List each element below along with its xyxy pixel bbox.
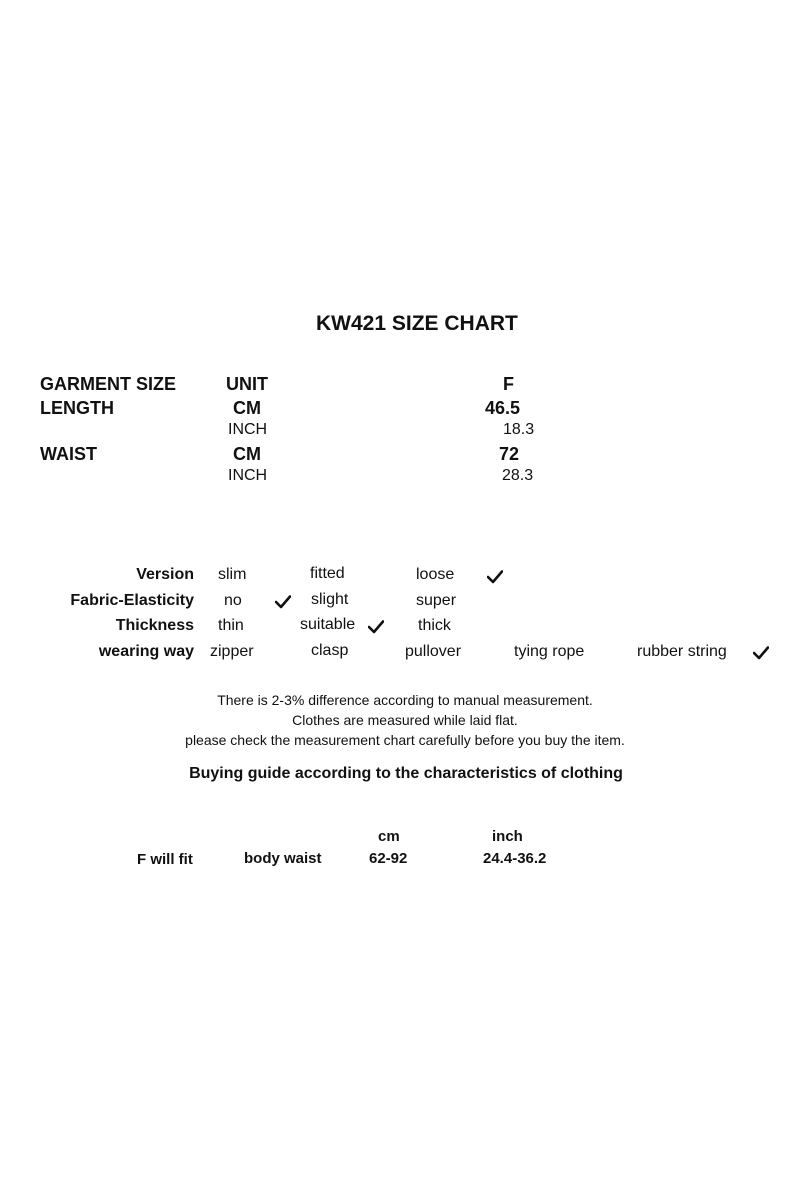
waist-cm-unit: CM	[233, 444, 261, 464]
wearing-option-rubber-string: rubber string	[637, 643, 727, 660]
note-line: please check the measurement chart carefully before you buy the item.	[185, 732, 625, 748]
buying-guide-title: Buying guide according to the characteristics of clothing	[189, 765, 623, 782]
version-label: Version	[136, 566, 194, 583]
fit-size-label: F will fit	[137, 851, 193, 868]
fit-measure-label: body waist	[244, 850, 322, 867]
page-title: KW421 SIZE CHART	[316, 312, 518, 335]
elasticity-option-slight: slight	[311, 591, 349, 608]
wearing-option-tying-rope: tying rope	[514, 643, 585, 660]
checkmark-icon	[753, 646, 769, 660]
length-inch-unit: INCH	[228, 421, 268, 438]
size-f-header: F	[503, 374, 514, 394]
waist-label: WAIST	[40, 444, 97, 464]
fit-inch-value: 24.4-36.2	[483, 850, 547, 867]
elasticity-option-no: no	[224, 592, 242, 609]
length-label: LENGTH	[40, 398, 114, 418]
thickness-label: Thickness	[115, 617, 194, 634]
fit-cm-value: 62-92	[369, 850, 408, 867]
checkmark-icon	[368, 620, 384, 634]
garment-size-header: GARMENT SIZE	[40, 374, 177, 394]
thickness-option-thin: thin	[218, 617, 244, 634]
thickness-option-suitable: suitable	[300, 616, 356, 633]
unit-header: UNIT	[226, 374, 268, 394]
version-option-slim: slim	[218, 566, 247, 583]
note-line: Clothes are measured while laid flat.	[292, 712, 518, 728]
waist-cm-value: 72	[499, 444, 520, 464]
wearing-option-zipper: zipper	[210, 643, 254, 660]
fit-col-inch-header: inch	[492, 828, 523, 845]
wearing-option-pullover: pullover	[405, 643, 462, 660]
wearing-option-clasp: clasp	[311, 642, 349, 659]
checkmark-icon	[487, 570, 503, 584]
elasticity-option-super: super	[416, 592, 457, 609]
waist-inch-value: 28.3	[502, 467, 534, 484]
checkmark-icon	[275, 595, 291, 609]
wearing-way-label: wearing way	[98, 643, 194, 660]
length-cm-value: 46.5	[485, 398, 521, 418]
version-option-fitted: fitted	[310, 565, 345, 582]
length-cm-unit: CM	[233, 398, 261, 418]
thickness-option-thick: thick	[418, 617, 451, 634]
length-inch-value: 18.3	[503, 421, 535, 438]
elasticity-label: Fabric-Elasticity	[70, 592, 194, 609]
note-line: There is 2-3% difference according to manual measurement.	[217, 692, 593, 708]
fit-col-cm-header: cm	[378, 828, 400, 845]
waist-inch-unit: INCH	[228, 467, 268, 484]
version-option-loose: loose	[416, 566, 455, 583]
